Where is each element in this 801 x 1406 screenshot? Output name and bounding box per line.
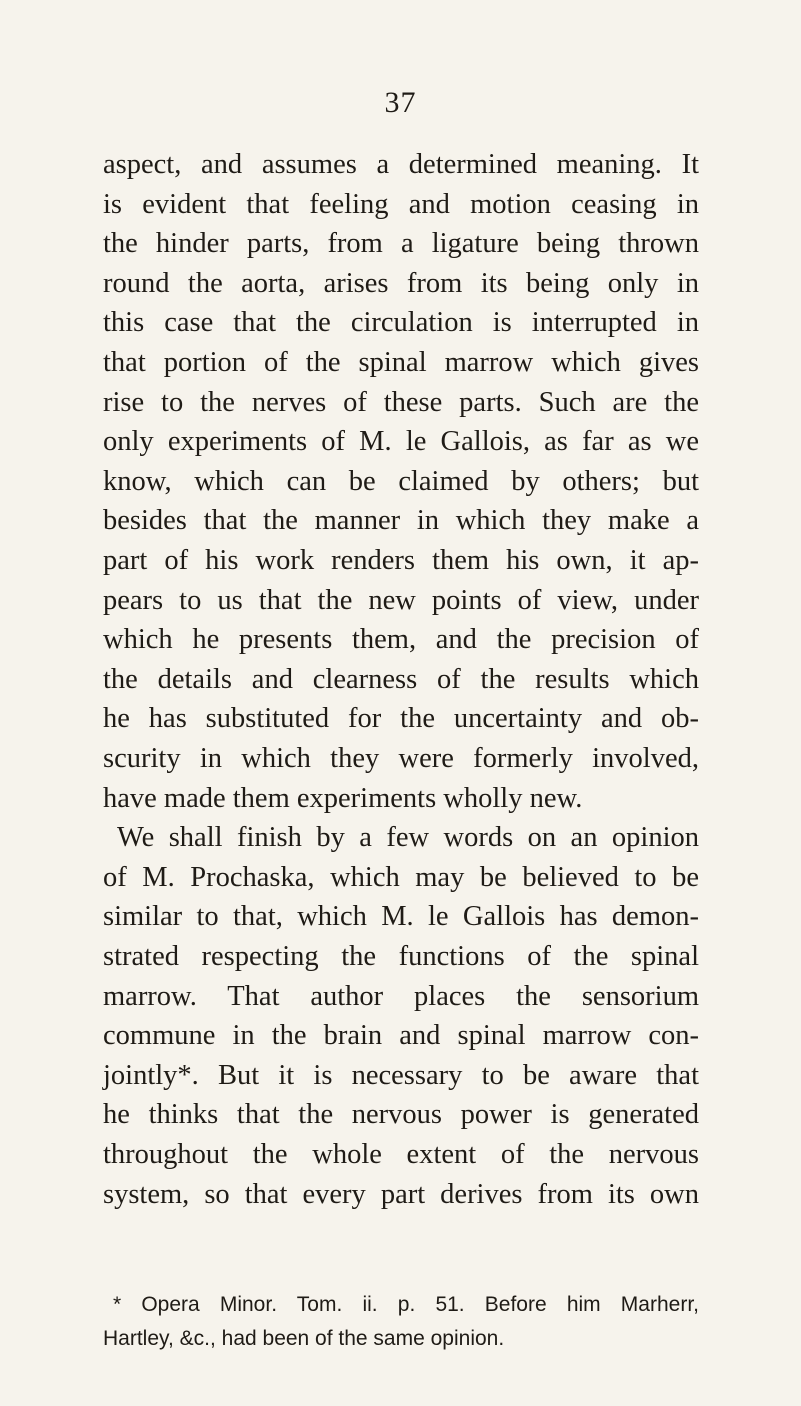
text-line: the hinder parts, from a ligature being thrown bbox=[103, 228, 699, 260]
text-line: of M. Prochaska, which may be believed to be bbox=[103, 861, 699, 893]
text-line: the details and clearness of the results which bbox=[103, 663, 699, 695]
text-line: this case that the circulation is interrupted in bbox=[103, 307, 699, 339]
text-line: that portion of the spinal marrow which gives bbox=[103, 347, 699, 378]
text-line: We shall finish by a few words on an opinion bbox=[117, 822, 699, 854]
text-line: he thinks that the nervous power is generated bbox=[103, 1099, 699, 1131]
text-line: which he presents them, and the precision of bbox=[103, 624, 699, 656]
text-line: commune in the brain and spinal marrow con- bbox=[103, 1020, 699, 1052]
text-line: system, so that every part derives from its own bbox=[103, 1178, 699, 1210]
text-line: part of his work renders them his own, it ap- bbox=[103, 545, 699, 576]
text-line: throughout the whole extent of the nervous bbox=[103, 1139, 699, 1170]
page-number: 37 bbox=[384, 86, 417, 119]
text-line: besides that the manner in which they make a bbox=[103, 505, 699, 537]
text-line: jointly*. But it is necessary to be aware that bbox=[103, 1059, 699, 1091]
text-line: scurity in which they were formerly involved, bbox=[103, 743, 699, 774]
text-line: similar to that, which M. le Gallois has demon- bbox=[103, 901, 699, 933]
text-line: know, which can be claimed by others; but bbox=[103, 465, 699, 497]
text-line: aspect, and assumes a determined meaning. It bbox=[103, 149, 699, 180]
text-line: rise to the nerves of these parts. Such are the bbox=[103, 386, 699, 418]
text-line: is evident that feeling and motion ceasing in bbox=[103, 188, 699, 220]
text-line: strated respecting the functions of the spinal bbox=[103, 941, 699, 972]
text-line: pears to us that the new points of view, under bbox=[103, 584, 699, 616]
footnote-line: Hartley, &c., had been of the same opinion. bbox=[103, 1327, 505, 1350]
text-line: round the aorta, arises from its being only in bbox=[103, 267, 699, 299]
footnote-line: * Opera Minor. Tom. ii. p. 51. Before him Marherr, bbox=[113, 1293, 699, 1316]
text-line: have made them experiments wholly new. bbox=[103, 782, 583, 814]
text-line: he has substituted for the uncertainty and ob- bbox=[103, 703, 699, 735]
text-line: only experiments of M. le Gallois, as far as we bbox=[103, 426, 699, 458]
text-line: marrow. That author places the sensorium bbox=[103, 980, 699, 1012]
